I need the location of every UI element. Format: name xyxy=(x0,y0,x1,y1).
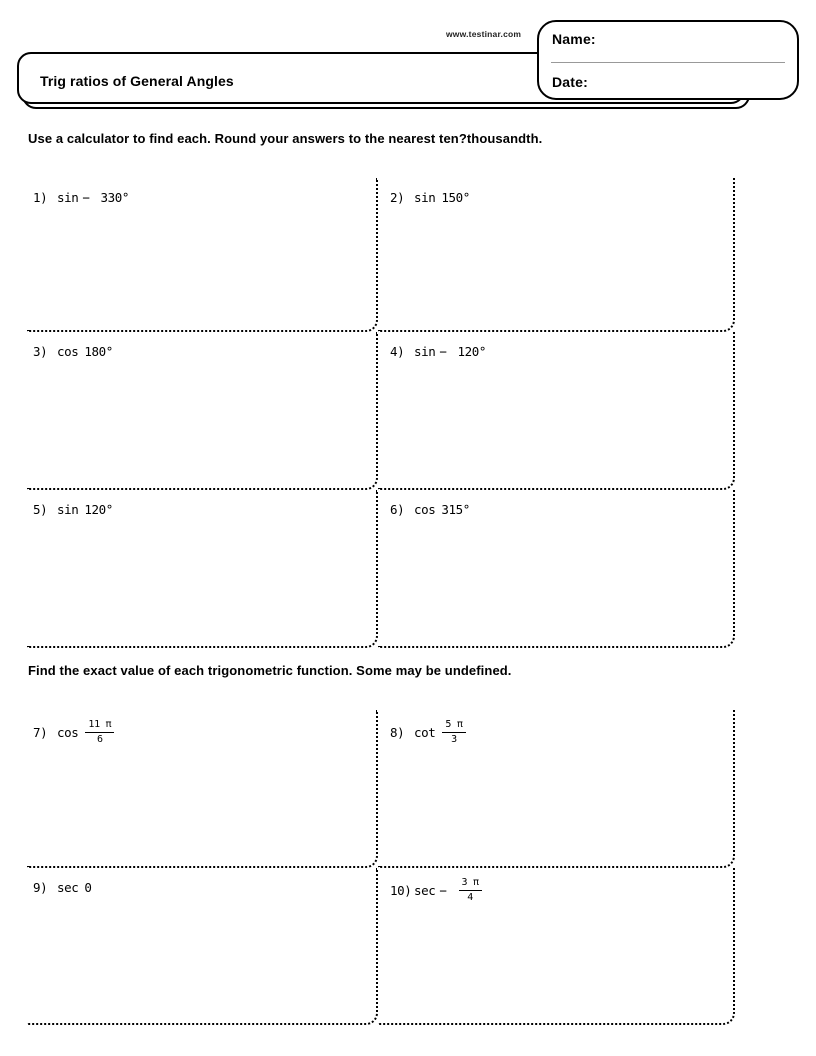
minus-sign: − xyxy=(439,344,447,359)
problem-number: 10) xyxy=(390,883,412,898)
section-1-grid xyxy=(27,178,735,648)
fraction-denominator: 3 xyxy=(451,734,457,745)
trig-function: sin xyxy=(414,190,436,205)
fraction xyxy=(85,720,114,745)
trig-function: cot xyxy=(414,725,436,740)
problem-cell xyxy=(27,178,378,332)
problem-number: 1) xyxy=(33,190,48,205)
problem-number: 2) xyxy=(390,190,405,205)
problem-expression xyxy=(33,344,113,359)
angle-value: 180° xyxy=(84,344,113,359)
fraction-numerator: 5 π xyxy=(442,720,465,733)
problem-cell xyxy=(27,490,378,648)
minus-sign: − xyxy=(439,883,447,898)
trig-function: sin xyxy=(414,344,436,359)
problem-number: 4) xyxy=(390,344,405,359)
angle-value: 150° xyxy=(441,190,470,205)
problem-number: 9) xyxy=(33,880,48,895)
site-url: www.testinar.com xyxy=(446,29,522,39)
angle-value: 315° xyxy=(441,502,470,517)
problem-number: 6) xyxy=(390,502,405,517)
fraction-numerator: 11 π xyxy=(85,720,114,733)
date-label: Date: xyxy=(552,74,589,90)
name-date-divider xyxy=(551,62,785,63)
trig-function: sec xyxy=(414,883,436,898)
name-label: Name: xyxy=(552,31,596,47)
problem-cell xyxy=(27,332,378,490)
problem-number: 7) xyxy=(33,725,48,740)
problem-number: 5) xyxy=(33,502,48,517)
problem-cell xyxy=(378,868,735,1025)
angle-value: 120° xyxy=(84,502,113,517)
problem-expression xyxy=(390,502,470,517)
fraction-denominator: 6 xyxy=(96,734,103,745)
trig-function: cos xyxy=(57,725,79,740)
minus-sign: − xyxy=(82,190,90,205)
angle-value: 330° xyxy=(100,190,130,205)
trig-function: sec xyxy=(57,880,79,895)
angle-value: 120° xyxy=(457,344,487,359)
trig-function: sin xyxy=(57,190,79,205)
problem-expression xyxy=(390,344,486,359)
section-2-grid xyxy=(27,710,735,1025)
problem-cell xyxy=(378,710,735,868)
problem-expression xyxy=(33,190,129,205)
problem-cell xyxy=(378,490,735,648)
problem-cell xyxy=(27,868,378,1025)
trig-function: sin xyxy=(57,502,79,517)
section-1-instruction: Use a calculator to find each. Round your answers to the nearest ten?thousandth. xyxy=(28,131,543,146)
problem-number: 8) xyxy=(390,725,405,740)
problem-expression xyxy=(33,880,92,895)
section-2-instruction: Find the exact value of each trigonometric function. Some may be undefined. xyxy=(28,663,512,678)
angle-value: 0 xyxy=(84,880,92,895)
trig-function: cos xyxy=(414,502,436,517)
problem-cell xyxy=(27,710,378,868)
problem-expression xyxy=(390,190,470,205)
fraction xyxy=(442,720,465,745)
fraction-numerator: 3 π xyxy=(459,878,482,891)
fraction-denominator: 4 xyxy=(467,892,473,903)
trig-function: cos xyxy=(57,344,79,359)
worksheet-title: Trig ratios of General Angles xyxy=(40,73,234,89)
problem-cell xyxy=(378,332,735,490)
problem-cell xyxy=(378,178,735,332)
problem-number: 3) xyxy=(33,344,48,359)
fraction xyxy=(459,878,482,903)
problem-expression xyxy=(33,502,113,517)
name-date-box xyxy=(537,20,799,100)
